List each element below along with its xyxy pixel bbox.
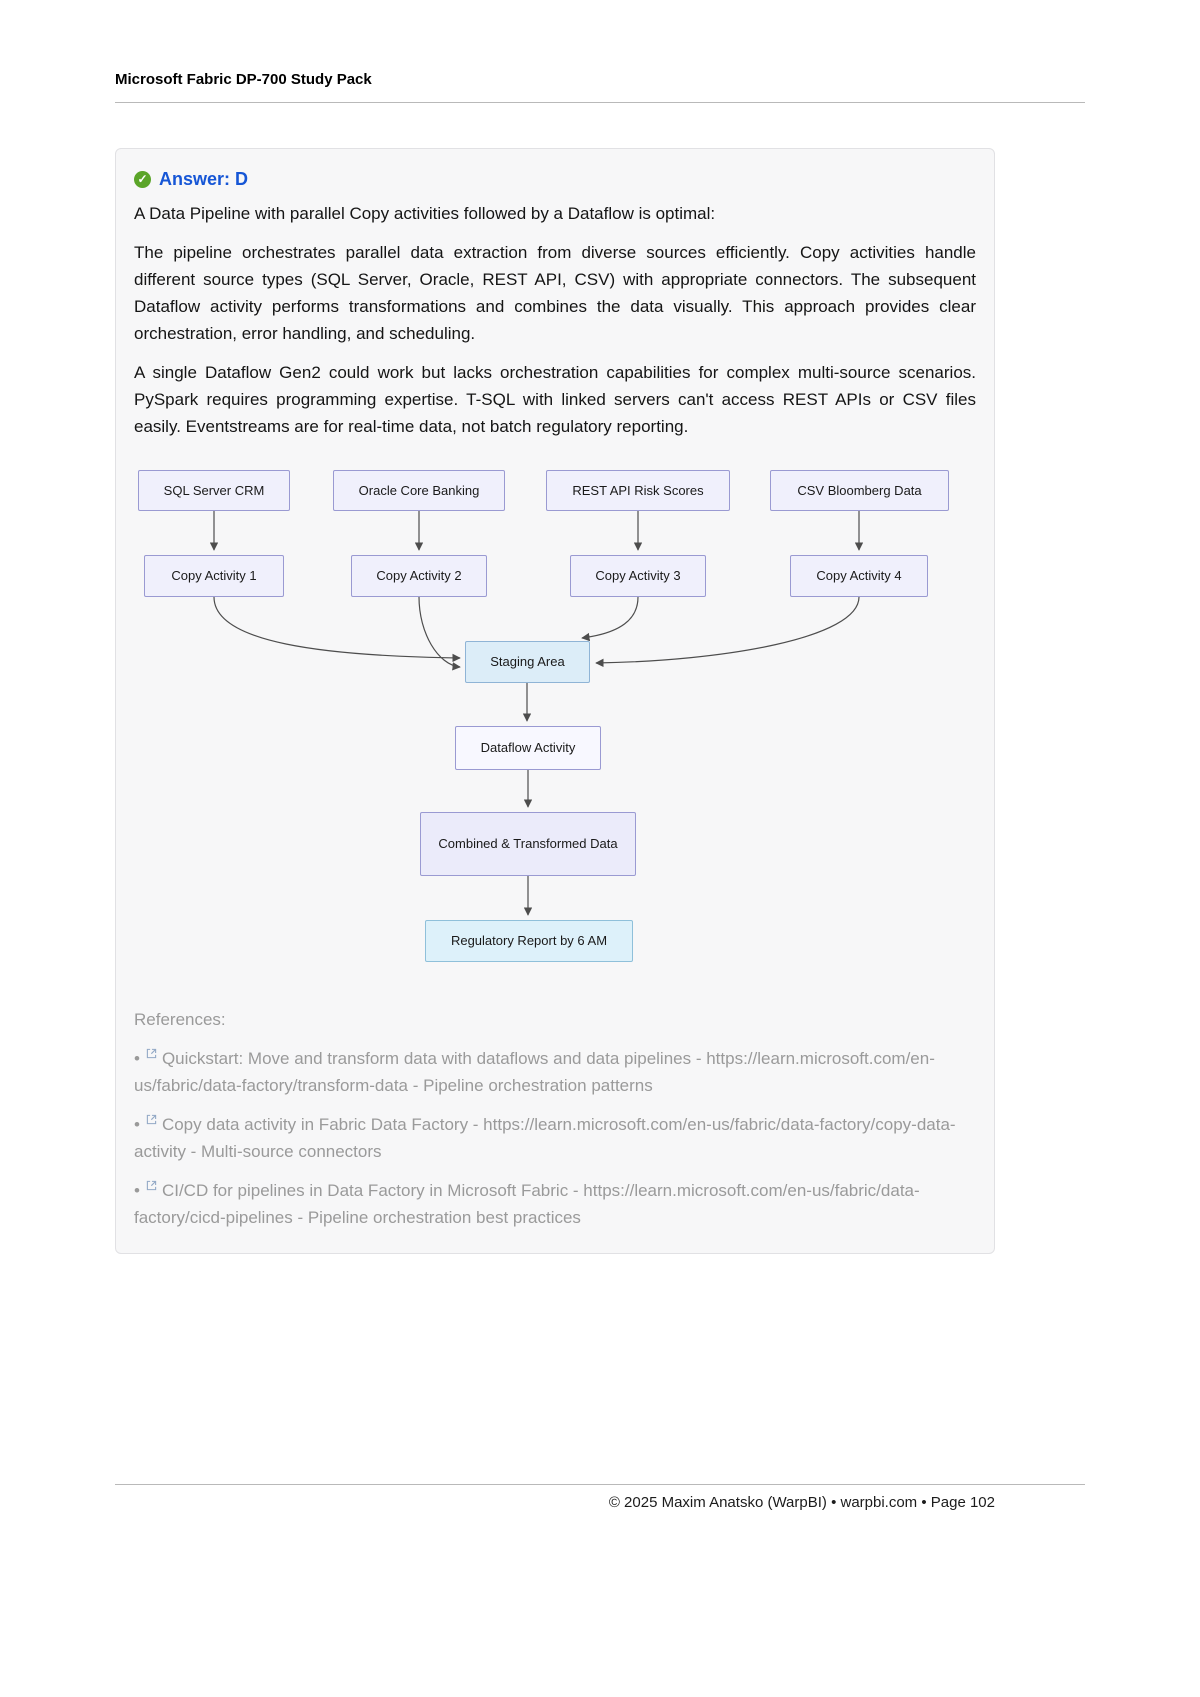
references-heading: References: xyxy=(134,1010,226,1029)
header-rule xyxy=(115,102,1085,103)
diagram-node-combined-data: Combined & Transformed Data xyxy=(420,812,636,876)
answer-header xyxy=(134,169,976,190)
doc-title: Microsoft Fabric DP-700 Study Pack xyxy=(115,71,372,88)
answer-paragraph-2: A single Dataflow Gen2 could work but lacks orchestration capabilities for complex multi-source scenarios. PySpark requires programming expertise. T-SQL with linked servers can't access REST APIs or CSV files easily. Eventstreams are for real-time data, not batch regulatory reporting. xyxy=(134,363,976,436)
reference-item xyxy=(134,1111,976,1165)
diagram-node-source-csv-bloomberg: CSV Bloomberg Data xyxy=(770,470,949,511)
page-footer xyxy=(115,1484,1085,1511)
footer-text: © 2025 Maxim Anatsko (WarpBI) • warpbi.com • Page 102 xyxy=(608,1494,995,1511)
reference-link[interactable]: CI/CD for pipelines in Data Factory in Microsoft Fabric - https://learn.microsoft.com/en-us/fabric/data-factory/cicd-pipelines - Pipeline orchestration best practices xyxy=(134,1181,920,1227)
reference-link[interactable]: Copy data activity in Fabric Data Factory - https://learn.microsoft.com/en-us/fabric/data-factory/copy-data-activity - Multi-source connectors xyxy=(134,1115,956,1161)
diagram-node-copy-activity-4: Copy Activity 4 xyxy=(790,555,928,597)
diagram-node-staging-area: Staging Area xyxy=(465,641,590,683)
diagram-node-source-oracle-banking: Oracle Core Banking xyxy=(333,470,505,511)
bullet: • xyxy=(134,1049,140,1068)
answer-paragraph-1: The pipeline orchestrates parallel data extraction from diverse sources efficiently. Copy activities handle different source types (SQL Server, Oracle, REST API, CSV) with appropriate connectors. The subsequent Dataflow activity performs transformations and combines the data visually. This approach provides clear orchestration, error handling, and scheduling. xyxy=(134,243,976,343)
bullet: • xyxy=(134,1181,140,1200)
diagram-node-regulatory-report: Regulatory Report by 6 AM xyxy=(425,920,633,962)
check-circle-icon: ✓ xyxy=(134,171,151,188)
external-link-icon xyxy=(146,1114,157,1125)
external-link-icon xyxy=(146,1048,157,1059)
reference-link[interactable]: Quickstart: Move and transform data with dataflows and data pipelines - https://learn.microsoft.com/en-us/fabric/data-factory/transform-data - Pipeline orchestration patterns xyxy=(134,1049,935,1095)
pipeline-diagram xyxy=(134,458,976,972)
answer-box xyxy=(115,148,995,1254)
answer-label: Answer: D xyxy=(159,169,249,189)
diagram-node-source-rest-api: REST API Risk Scores xyxy=(546,470,730,511)
answer-intro: A Data Pipeline with parallel Copy activities followed by a Dataflow is optimal: xyxy=(134,204,716,223)
page-header xyxy=(115,0,995,103)
references-section xyxy=(134,1006,976,1231)
diagram-node-copy-activity-3: Copy Activity 3 xyxy=(570,555,706,597)
diagram-node-copy-activity-1: Copy Activity 1 xyxy=(144,555,284,597)
diagram-node-copy-activity-2: Copy Activity 2 xyxy=(351,555,487,597)
external-link-icon xyxy=(146,1180,157,1191)
diagram-node-dataflow-activity: Dataflow Activity xyxy=(455,726,601,770)
bullet: • xyxy=(134,1115,140,1134)
diagram-node-source-sql-server-crm: SQL Server CRM xyxy=(138,470,290,511)
diagram-arrows xyxy=(134,458,976,972)
reference-item xyxy=(134,1177,976,1231)
reference-item xyxy=(134,1045,976,1099)
footer-rule xyxy=(115,1484,1085,1485)
